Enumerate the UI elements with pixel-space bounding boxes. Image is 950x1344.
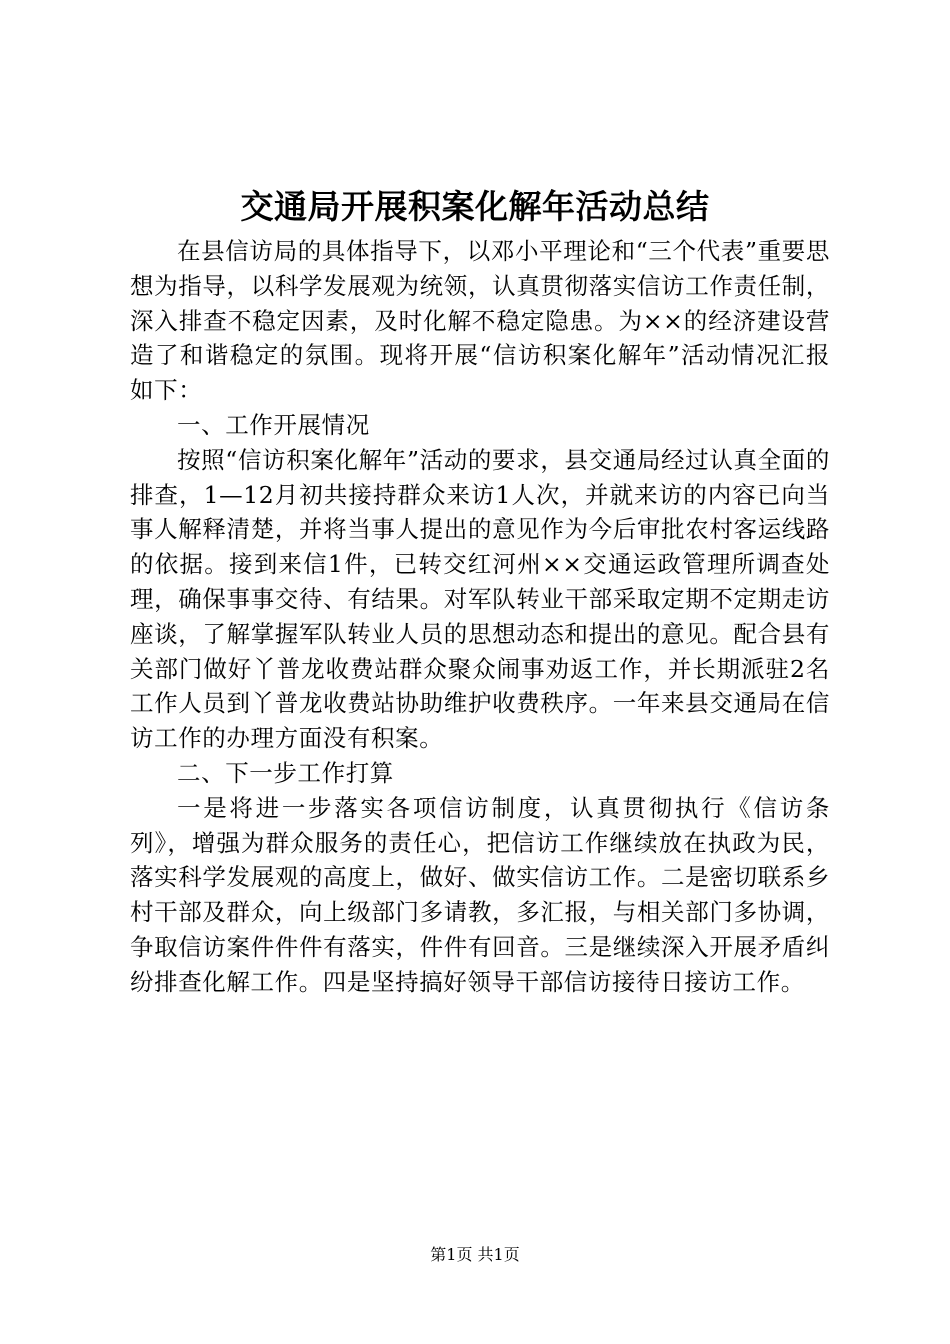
work-progress-paragraph: 按照“信访积案化解年”活动的要求，县交通局经过认真全面的排查，1—12月初共接持群众来访1人次，并就来访的内容已向当事人解释清楚，并将当事人提出的意见作为今后审批农村客运线路的依据。接到来信1件，已转交红河州××交通运政管理所调查处理，确保事事交待、有结果。对军队转业干部采取定期不定期走访座谈，了解掌握军队转业人员的思想动态和提出的意见。配合县有关部门做好丫普龙收费站群众聚众闹事劝返工作，并长期派驻2名工作人员到丫普龙收费站协助维护收费秩序。一年来县交通局在信访工作的办理方面没有积案。 [130,445,830,753]
intro-paragraph: 在县信访局的具体指导下，以邓小平理论和“三个代表”重要思想为指导，以科学发展观为统领，认真贯彻落实信访工作责任制，深入排查不稳定因素，及时化解不稳定隐患。为××的经济建设营造了和谐稳定的氛围。现将开展“信访积案化解年”活动情况汇报如下： [130,237,830,405]
section-heading-work-progress: 一、工作开展情况 [177,410,370,439]
page-footer: 第1页 共1页 [430,1245,520,1264]
section-heading-next-steps: 二、下一步工作打算 [177,758,394,787]
next-steps-paragraph: 一是将进一步落实各项信访制度，认真贯彻执行《信访条列》，增强为群众服务的责任心，把信访工作继续放在执政为民，落实科学发展观的高度上，做好、做实信访工作。二是密切联系乡村干部及群众，向上级部门多请教，多汇报，与相关部门多协调，争取信访案件件件有落实，件件有回音。三是继续深入开展矛盾纠纷排查化解工作。四是坚持搞好领导干部信访接待日接访工作。 [130,793,830,996]
document-body [130,234,830,1000]
document-title: 交通局开展积案化解年活动总结 [240,187,710,226]
